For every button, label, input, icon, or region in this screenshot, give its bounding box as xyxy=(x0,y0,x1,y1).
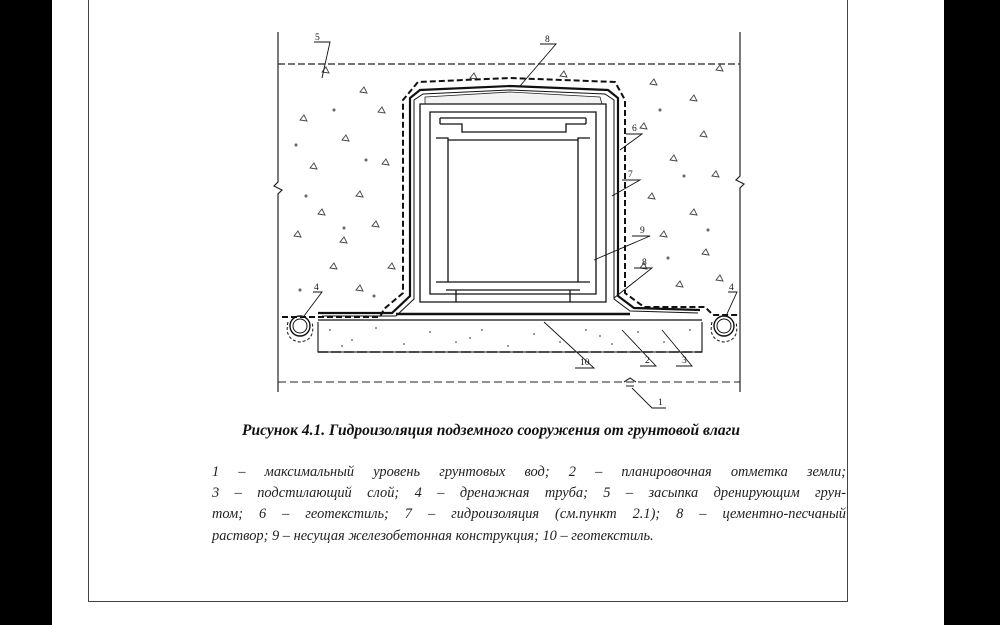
legend-line: 3 – подстилающий слой; 4 – дренажная труба; 5 – засыпка дренирующим грун- xyxy=(212,485,846,502)
callout-9: 9 xyxy=(640,226,645,236)
callout-7: 7 xyxy=(628,170,633,180)
legend-line: раствор; 9 – несущая железобетонная конструкция; 10 – геотекстиль. xyxy=(212,527,654,544)
legend-line: 1 – максимальный уровень грунтовых вод; 2 – планировочная отметка земли; xyxy=(212,464,846,480)
callout-4-right: 4 xyxy=(729,283,734,293)
drain-pipe-right xyxy=(711,316,737,342)
callout-2: 2 xyxy=(645,356,650,366)
callout-8-bottom: 8 xyxy=(642,258,647,268)
callout-4-left: 4 xyxy=(314,283,319,293)
foundation-layers xyxy=(318,314,702,352)
legend-line: том; 6 – геотекстиль; 7 – гидроизоляция (см.пункт 2.1); 8 – цементно-песчаный xyxy=(212,506,846,523)
waterproofing-layer xyxy=(318,86,700,313)
callout-1: 1 xyxy=(658,398,663,408)
underlay-hatching xyxy=(329,327,691,347)
callout-5: 5 xyxy=(315,33,320,43)
rc-structure xyxy=(420,104,606,302)
left-break-line xyxy=(274,32,282,392)
geotextile-envelope xyxy=(282,78,740,317)
mortar-top-layer xyxy=(425,92,602,104)
figure-legend xyxy=(212,462,846,547)
callout-10: 10 xyxy=(580,358,590,368)
figure-caption: Рисунок 4.1. Гидроизоляция подземного сооружения от грунтовой влаги xyxy=(242,422,740,439)
right-break-line xyxy=(736,32,744,392)
water-level-marker xyxy=(624,378,636,382)
drain-pipe-left xyxy=(287,316,313,342)
callout-6: 6 xyxy=(632,124,637,134)
callout-8-top: 8 xyxy=(545,35,550,45)
callout-3: 3 xyxy=(682,356,687,366)
